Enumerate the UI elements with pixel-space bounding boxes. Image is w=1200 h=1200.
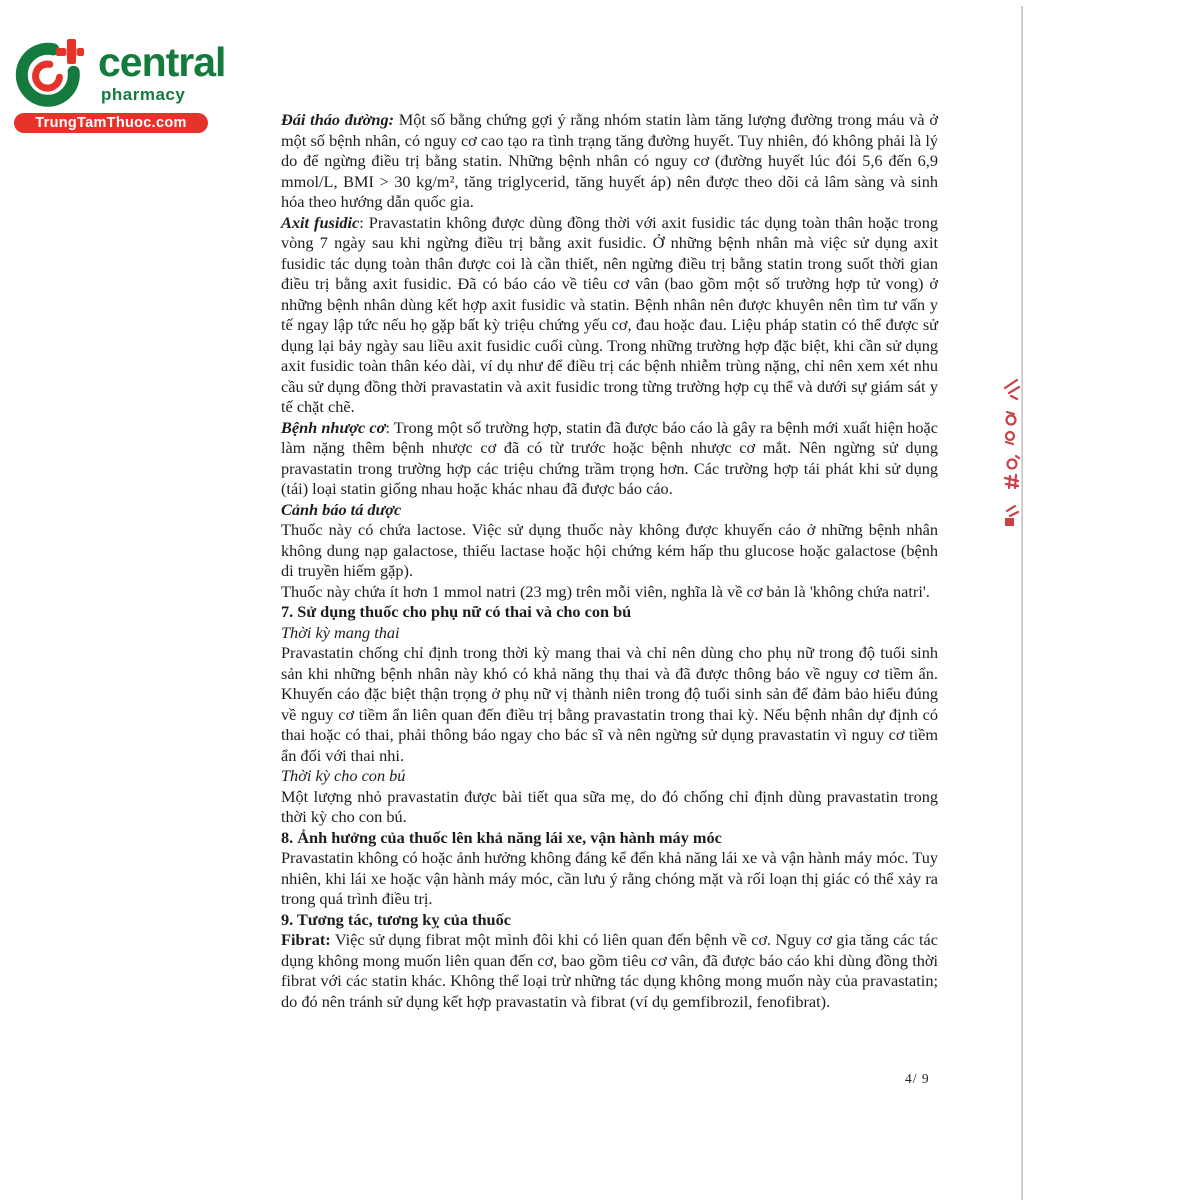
central-pharmacy-logo bbox=[12, 34, 232, 139]
para-fibrate-text: Việc sử dụng fibrat một mình đôi khi có liên quan đến bệnh về cơ. Nguy cơ gia tăng các tác dụng không mong muốn liên quan đến cơ, bao gồm tiêu cơ vân, đã được báo cáo khi dùng đồng thời fibrat với các statin khác. Không thể loại trừ những tác dụng không mong muốn này của pravastatin; do đó nên tránh sử dụng kết hợp pravastatin và fibrat (ví dụ gemfibrozil, fenofibrat). bbox=[281, 930, 938, 1011]
para-breastfeeding: Một lượng nhỏ pravastatin được bài tiết qua sữa mẹ, do đó chống chỉ định dùng pravastatin trong thời kỳ cho con bú. bbox=[281, 786, 938, 826]
heading-section-9-interactions: 9. Tương tác, tương kỵ của thuốc bbox=[281, 909, 511, 929]
para-lactose: Thuốc này có chứa lactose. Việc sử dụng thuốc này không được khuyến cáo ở những bệnh nhân không dung nạp galactose, thiếu lactase hoặc hội chứng kém hấp thu glucose hoặc galactose (bệnh di truyền hiếm gặp). bbox=[281, 520, 938, 580]
logo-website-badge: TrungTamThuoc.com bbox=[14, 113, 208, 133]
para-fusidic-acid bbox=[281, 213, 938, 418]
document-text-column bbox=[281, 110, 938, 1012]
heading-section-7-pregnancy: 7. Sử dụng thuốc cho phụ nữ có thai và cho con bú bbox=[281, 602, 632, 621]
para-fusidic-acid-lead: Axit fusidic bbox=[281, 212, 360, 232]
para-diabetes bbox=[281, 110, 938, 213]
subheading-pregnancy-period: Thời kỳ mang thai bbox=[281, 622, 400, 642]
para-myasthenia-text: : Trong một số trường hợp, statin đã được báo cáo là gây ra bệnh mới xuất hiện hoặc làm nặng thêm bệnh nhược cơ đã có từ trước hoặc bệnh nhược cơ mắt. Nên ngừng sử dụng pravastatin trong trường hợp các triệu chứng trầm trọng hơn. Các trường hợp tái phát khi sử dụng (tái) loại statin giống nhau hoặc khác nhau đã được báo cáo. bbox=[281, 417, 938, 498]
heading-excipient-warning: Cảnh báo tá dược bbox=[281, 499, 402, 519]
page-number: 4/ 9 bbox=[905, 1071, 930, 1086]
para-fusidic-acid-text: : Pravastatin không được dùng đồng thời với axit fusidic tác dụng toàn thân hoặc trong vòng 7 ngày sau khi ngừng điều trị bằng axit fusidic. Ở những bệnh nhân mà việc sử dụng axit fusidic tác dụng toàn thân được coi là cần thiết, nên ngừng điều trị bằng statin trong suốt thời gian điều trị bằng axit fusidic. Đã có báo cáo về tiêu cơ vân (bao gồm một số trường hợp tử vong) ở những bệnh nhân dùng kết hợp axit fusidic và statin. Bệnh nhân nên được khuyên nên tìm tư vấn y tế ngay lập tức nếu họ gặp bất kỳ triệu chứng yếu cơ, đau hoặc đau. Liệu pháp statin có thể được sử dụng lại bảy ngày sau liều axit fusidic cuối cùng. Trong những trường hợp đặc biệt, khi cần sử dụng axit fusidic toàn thân kéo dài, ví dụ như để điều trị các bệnh nhiễm trùng nặng, chỉ nên xem xét nhu cầu sử dụng đồng thời pravastatin và axit fusidic trong từng trường hợp cụ thể và dưới sự giám sát y tế chặt chẽ. bbox=[281, 212, 938, 416]
para-diabetes-lead: Đái tháo đường: bbox=[281, 110, 395, 129]
red-stamp-fragments-icon bbox=[997, 378, 1022, 528]
para-myasthenia-lead: Bệnh nhược cơ bbox=[281, 417, 386, 437]
subheading-breastfeeding-period: Thời kỳ cho con bú bbox=[281, 766, 406, 785]
heading-section-8-driving: 8. Ảnh hưởng của thuốc lên khả năng lái xe, vận hành máy móc bbox=[281, 827, 722, 847]
pharmacy-cross-logo-icon bbox=[14, 36, 84, 110]
para-myasthenia bbox=[281, 418, 938, 500]
para-diabetes-text: Một số bằng chứng gợi ý rằng nhóm statin làm tăng lượng đường trong máu và ở một số bệnh nhân, có nguy cơ cao tạo ra tình trạng tăng đường huyết. Tuy nhiên, đó không phải là lý do để ngừng điều trị bằng statin. Những bệnh nhân có nguy cơ (đường huyết lúc đói 5,6 đến 6,9 mmol/L, BMI > 30 kg/m², tăng triglycerid, tăng huyết áp) nên được theo dõi cả lâm sàng và sinh hóa theo hướng dẫn quốc gia. bbox=[281, 110, 938, 211]
logo-brand-subtitle: pharmacy bbox=[101, 85, 186, 104]
para-fibrate-lead: Fibrat: bbox=[281, 930, 331, 949]
page-edge-line bbox=[1021, 6, 1023, 1200]
para-driving: Pravastatin không có hoặc ảnh hưởng không đáng kể đến khả năng lái xe và vận hành máy móc. Tuy nhiên, khi lái xe hoặc vận hành máy móc, cần lưu ý rằng chóng mặt và rối loạn thị giác có thể xảy ra trong quá trình điều trị. bbox=[281, 848, 938, 908]
logo-brand-name: central bbox=[98, 39, 226, 85]
para-fibrate bbox=[281, 930, 938, 1012]
para-pregnancy: Pravastatin chống chỉ định trong thời kỳ mang thai và chỉ nên dùng cho phụ nữ trong độ tuổi sinh sản khi những bệnh nhân này khó có khả năng thụ thai và đã được thông báo về nguy cơ tiềm ẩn. Khuyến cáo đặc biệt thận trọng ở phụ nữ vị thành niên trong độ tuổi sinh sản để đảm bảo hiểu đúng về nguy cơ tiềm ẩn liên quan đến điều trị bằng pravastatin trong thai kỳ. Nếu bệnh nhân dự định có thai hoặc có thai, phải thông báo ngay cho bác sĩ và nên ngừng sử dụng pravastatin vì nguy cơ tiềm ẩn đối với thai nhi. bbox=[281, 643, 938, 765]
para-sodium: Thuốc này chứa ít hơn 1 mmol natri (23 mg) trên mỗi viên, nghĩa là về cơ bản là 'không chứa natri'. bbox=[281, 581, 930, 601]
